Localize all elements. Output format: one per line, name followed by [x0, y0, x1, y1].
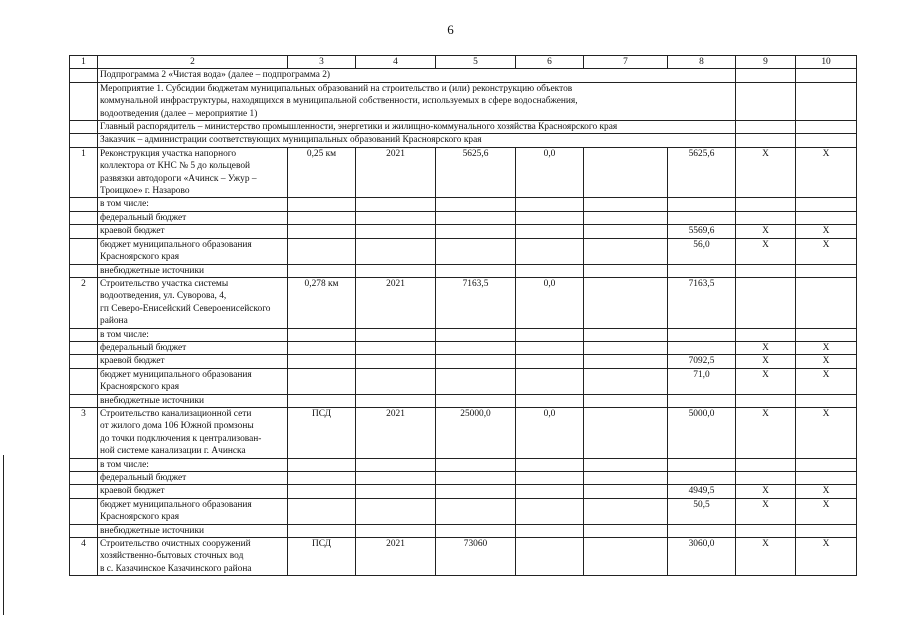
text-line: водоотведения, ул. Суворова, 4, — [100, 291, 227, 302]
empty-cell — [288, 225, 356, 238]
empty-cell — [436, 211, 516, 224]
item-total: 7163,5 — [668, 277, 736, 328]
empty-cell — [356, 458, 436, 471]
empty-cell — [584, 225, 668, 238]
item-col6: 0,0 — [516, 147, 584, 198]
empty-cell — [516, 238, 584, 264]
empty-cell — [70, 198, 98, 211]
row-label: в том числе: — [98, 328, 288, 341]
regional-row — [70, 485, 857, 498]
value-col8 — [668, 211, 736, 224]
item-row — [70, 277, 857, 328]
empty-cell — [288, 198, 356, 211]
empty-cell — [796, 264, 857, 277]
item-row — [70, 538, 857, 576]
empty-cell — [584, 328, 668, 341]
empty-cell — [584, 472, 668, 485]
item-name — [98, 147, 288, 198]
value-col8: 56,0 — [668, 238, 736, 264]
empty-cell — [436, 238, 516, 264]
empty-cell — [516, 198, 584, 211]
empty-cell — [516, 458, 584, 471]
empty-cell — [70, 394, 98, 407]
item-col7 — [584, 277, 668, 328]
value-col10 — [796, 472, 857, 485]
text-line: в с. Казачинское Казачинского района — [100, 563, 252, 574]
value-col10: Х — [796, 498, 857, 524]
text-line: до точки подключения к централизован- — [100, 433, 262, 444]
text-line: Троицкое» г. Назарово — [100, 186, 190, 197]
text-line: Красноярского края — [100, 252, 180, 263]
value-col9: Х — [736, 498, 796, 524]
empty-cell — [736, 458, 796, 471]
item-col10: Х — [796, 538, 857, 576]
empty-cell — [70, 472, 98, 485]
empty-cell — [584, 485, 668, 498]
empty-cell — [70, 225, 98, 238]
item-year: 2021 — [356, 538, 436, 576]
empty-cell — [288, 394, 356, 407]
empty-cell — [436, 368, 516, 394]
item-row — [70, 147, 857, 198]
header-cell: 10 — [796, 56, 857, 69]
empty-cell — [288, 472, 356, 485]
item-total: 5625,6 — [668, 147, 736, 198]
row-label: федеральный бюджет — [98, 472, 288, 485]
header-cell: 8 — [668, 56, 736, 69]
empty-cell — [288, 368, 356, 394]
value-col10: Х — [796, 485, 857, 498]
customer-row — [70, 134, 857, 147]
item-cost: 73060 — [436, 538, 516, 576]
empty-cell — [736, 328, 796, 341]
item-row — [70, 407, 857, 458]
item-col10: Х — [796, 147, 857, 198]
row-label: внебюджетные источники — [98, 264, 288, 277]
including-row — [70, 328, 857, 341]
empty-cell — [436, 225, 516, 238]
item-name — [98, 538, 288, 576]
empty-cell — [516, 368, 584, 394]
including-row — [70, 198, 857, 211]
empty-cell — [70, 328, 98, 341]
empty-cell — [436, 264, 516, 277]
value-col9 — [736, 472, 796, 485]
empty-cell — [288, 264, 356, 277]
empty-cell — [356, 328, 436, 341]
text-line: развязки автодороги «Ачинск – Ужур – — [100, 173, 257, 184]
empty-cell — [356, 238, 436, 264]
item-name — [98, 407, 288, 458]
item-cost: 7163,5 — [436, 277, 516, 328]
text-line: хозяйственно-бытовых сточных вод — [100, 551, 244, 562]
item-number: 3 — [70, 407, 98, 458]
empty-cell — [516, 225, 584, 238]
item-number: 2 — [70, 277, 98, 328]
empty-cell — [70, 485, 98, 498]
value-col8: 71,0 — [668, 368, 736, 394]
empty-cell — [288, 355, 356, 368]
header-cell: 7 — [584, 56, 668, 69]
empty-cell — [288, 524, 356, 537]
value-col10 — [796, 211, 857, 224]
value-col8: 4949,5 — [668, 485, 736, 498]
item-col7 — [584, 147, 668, 198]
empty-cell — [436, 458, 516, 471]
empty-cell — [584, 394, 668, 407]
empty-cell — [436, 198, 516, 211]
empty-cell — [736, 524, 796, 537]
empty-cell — [356, 341, 436, 354]
empty-cell — [436, 485, 516, 498]
value-col10: Х — [796, 238, 857, 264]
empty-cell — [70, 264, 98, 277]
empty-cell — [356, 211, 436, 224]
row-label — [98, 498, 288, 524]
empty-cell — [288, 328, 356, 341]
item-volume: ПСД — [288, 407, 356, 458]
value-col8: 50,5 — [668, 498, 736, 524]
empty-cell — [356, 368, 436, 394]
value-col8: 5569,6 — [668, 225, 736, 238]
empty-cell — [796, 328, 857, 341]
value-col8 — [668, 341, 736, 354]
header-cell: 5 — [436, 56, 516, 69]
empty-cell — [288, 498, 356, 524]
empty-cell — [796, 198, 857, 211]
empty-cell — [584, 355, 668, 368]
budget-table — [69, 55, 857, 576]
empty-cell — [736, 198, 796, 211]
text-line: бюджет муниципального образования — [100, 239, 252, 250]
row-label: краевой бюджет — [98, 355, 288, 368]
empty-cell — [436, 341, 516, 354]
header-cell: 3 — [288, 56, 356, 69]
measure-line: Мероприятие 1. Субсидии бюджетам муниципальных образований на строительство и (или) реконструкцию объектов — [100, 83, 573, 94]
item-number: 4 — [70, 538, 98, 576]
item-col9: Х — [736, 538, 796, 576]
item-col6: 0,0 — [516, 407, 584, 458]
item-year: 2021 — [356, 407, 436, 458]
text-line: гп Северо-Енисейский Североенисейского — [100, 303, 271, 314]
extrabudget-row — [70, 524, 857, 537]
empty-cell — [796, 394, 857, 407]
header-cell: 2 — [98, 56, 288, 69]
empty-cell — [436, 394, 516, 407]
regional-row — [70, 225, 857, 238]
item-col7 — [584, 407, 668, 458]
value-col9: Х — [736, 355, 796, 368]
empty-cell — [516, 328, 584, 341]
measure-title — [98, 82, 736, 120]
text-line: Строительство канализационной сети — [100, 408, 252, 419]
item-col10: Х — [796, 407, 857, 458]
empty-cell — [436, 328, 516, 341]
value-col10: Х — [796, 341, 857, 354]
item-col9: Х — [736, 407, 796, 458]
value-col9: Х — [736, 485, 796, 498]
empty-cell — [736, 394, 796, 407]
regional-row — [70, 355, 857, 368]
empty-cell — [516, 264, 584, 277]
federal-row — [70, 472, 857, 485]
municipal-row — [70, 238, 857, 264]
row-label: федеральный бюджет — [98, 341, 288, 354]
empty-cell — [516, 485, 584, 498]
empty-cell — [668, 524, 736, 537]
text-line: коллектора от КНС № 5 до кольцевой — [100, 161, 251, 172]
empty-cell — [70, 524, 98, 537]
item-total: 3060,0 — [668, 538, 736, 576]
customer-text: Заказчик – администрации соответствующих муниципальных образований Красноярского края — [98, 134, 736, 147]
empty-cell — [436, 355, 516, 368]
empty-cell — [356, 264, 436, 277]
row-label — [98, 238, 288, 264]
text-line: района — [100, 316, 128, 327]
empty-cell — [436, 524, 516, 537]
empty-cell — [516, 394, 584, 407]
empty-cell — [356, 394, 436, 407]
page-number: 6 — [447, 22, 454, 37]
empty-cell — [288, 485, 356, 498]
item-volume: 0,25 км — [288, 147, 356, 198]
row-label: краевой бюджет — [98, 225, 288, 238]
empty-cell — [584, 458, 668, 471]
empty-cell — [516, 341, 584, 354]
row-label: внебюджетные источники — [98, 524, 288, 537]
item-col7 — [584, 538, 668, 576]
empty-cell — [288, 458, 356, 471]
including-row — [70, 458, 857, 471]
federal-row — [70, 341, 857, 354]
empty-cell — [584, 211, 668, 224]
empty-cell — [584, 368, 668, 394]
text-line: Строительство очистных сооружений — [100, 539, 251, 550]
extrabudget-row — [70, 264, 857, 277]
federal-row — [70, 211, 857, 224]
text-line: бюджет муниципального образования — [100, 499, 252, 510]
manager-text: Главный распорядитель – министерство промышленности, энергетики и жилищно-коммунального хозяйства Красноярского края — [98, 121, 736, 134]
empty-cell — [436, 498, 516, 524]
measure-row — [70, 82, 857, 120]
text-line: Красноярского края — [100, 512, 180, 523]
empty-cell — [584, 524, 668, 537]
empty-cell — [668, 328, 736, 341]
text-line: бюджет муниципального образования — [100, 369, 252, 380]
empty-cell — [288, 238, 356, 264]
empty-cell — [70, 498, 98, 524]
header-cell: 6 — [516, 56, 584, 69]
empty-cell — [356, 472, 436, 485]
item-cost: 25000,0 — [436, 407, 516, 458]
empty-cell — [356, 524, 436, 537]
empty-cell — [516, 498, 584, 524]
row-label: в том числе: — [98, 458, 288, 471]
empty-cell — [668, 458, 736, 471]
empty-cell — [356, 498, 436, 524]
measure-line: коммунальной инфраструктуры, находящихся в муниципальной собственности, используемых в сфере водоснабжения, — [100, 96, 578, 107]
manager-row — [70, 121, 857, 134]
empty-cell — [356, 225, 436, 238]
empty-cell — [356, 198, 436, 211]
header-row — [70, 56, 857, 69]
empty-cell — [796, 524, 857, 537]
empty-cell — [584, 264, 668, 277]
item-number: 1 — [70, 147, 98, 198]
empty-cell — [584, 498, 668, 524]
value-col9 — [736, 211, 796, 224]
empty-cell — [736, 264, 796, 277]
value-col8 — [668, 472, 736, 485]
empty-cell — [584, 238, 668, 264]
municipal-row — [70, 368, 857, 394]
value-col10: Х — [796, 368, 857, 394]
margin-line — [3, 455, 4, 615]
item-volume: ПСД — [288, 538, 356, 576]
empty-cell — [70, 238, 98, 264]
municipal-row — [70, 498, 857, 524]
empty-cell — [668, 264, 736, 277]
item-volume: 0,278 км — [288, 277, 356, 328]
item-year: 2021 — [356, 277, 436, 328]
value-col9: Х — [736, 225, 796, 238]
extrabudget-row — [70, 394, 857, 407]
item-col6 — [516, 538, 584, 576]
row-label: в том числе: — [98, 198, 288, 211]
empty-cell — [668, 198, 736, 211]
row-label: внебюджетные источники — [98, 394, 288, 407]
item-col6: 0,0 — [516, 277, 584, 328]
header-cell: 1 — [70, 56, 98, 69]
empty-cell — [796, 458, 857, 471]
empty-cell — [584, 341, 668, 354]
row-label — [98, 368, 288, 394]
empty-cell — [288, 211, 356, 224]
value-col10: Х — [796, 225, 857, 238]
row-label: федеральный бюджет — [98, 211, 288, 224]
empty-cell — [516, 472, 584, 485]
value-col9: Х — [736, 341, 796, 354]
text-line: ной системе канализации г. Ачинска — [100, 446, 246, 457]
empty-cell — [356, 355, 436, 368]
text-line: Строительство участка системы — [100, 278, 229, 289]
item-col9 — [736, 277, 796, 328]
empty-cell — [516, 524, 584, 537]
text-line: от жилого дома 106 Южной промзоны — [100, 421, 254, 432]
empty-cell — [516, 355, 584, 368]
value-col9: Х — [736, 238, 796, 264]
item-col9: Х — [736, 147, 796, 198]
empty-cell — [436, 472, 516, 485]
subprogram-title: Подпрограмма 2 «Чистая вода» (далее – подпрограмма 2) — [98, 69, 736, 82]
empty-cell — [70, 355, 98, 368]
text-line: Красноярского края — [100, 382, 180, 393]
item-total: 5000,0 — [668, 407, 736, 458]
empty-cell — [70, 458, 98, 471]
empty-cell — [70, 341, 98, 354]
item-col10 — [796, 277, 857, 328]
value-col10: Х — [796, 355, 857, 368]
item-cost: 5625,6 — [436, 147, 516, 198]
empty-cell — [288, 341, 356, 354]
header-cell: 4 — [356, 56, 436, 69]
value-col8: 7092,5 — [668, 355, 736, 368]
empty-cell — [516, 211, 584, 224]
subprogram-row — [70, 69, 857, 82]
empty-cell — [356, 485, 436, 498]
measure-line: водоотведения (далее – мероприятие 1) — [100, 108, 258, 119]
item-year: 2021 — [356, 147, 436, 198]
empty-cell — [70, 368, 98, 394]
empty-cell — [584, 198, 668, 211]
item-name — [98, 277, 288, 328]
header-cell: 9 — [736, 56, 796, 69]
empty-cell — [70, 211, 98, 224]
row-label: краевой бюджет — [98, 485, 288, 498]
empty-cell — [668, 394, 736, 407]
text-line: Реконструкция участка напорного — [100, 148, 237, 159]
value-col9: Х — [736, 368, 796, 394]
